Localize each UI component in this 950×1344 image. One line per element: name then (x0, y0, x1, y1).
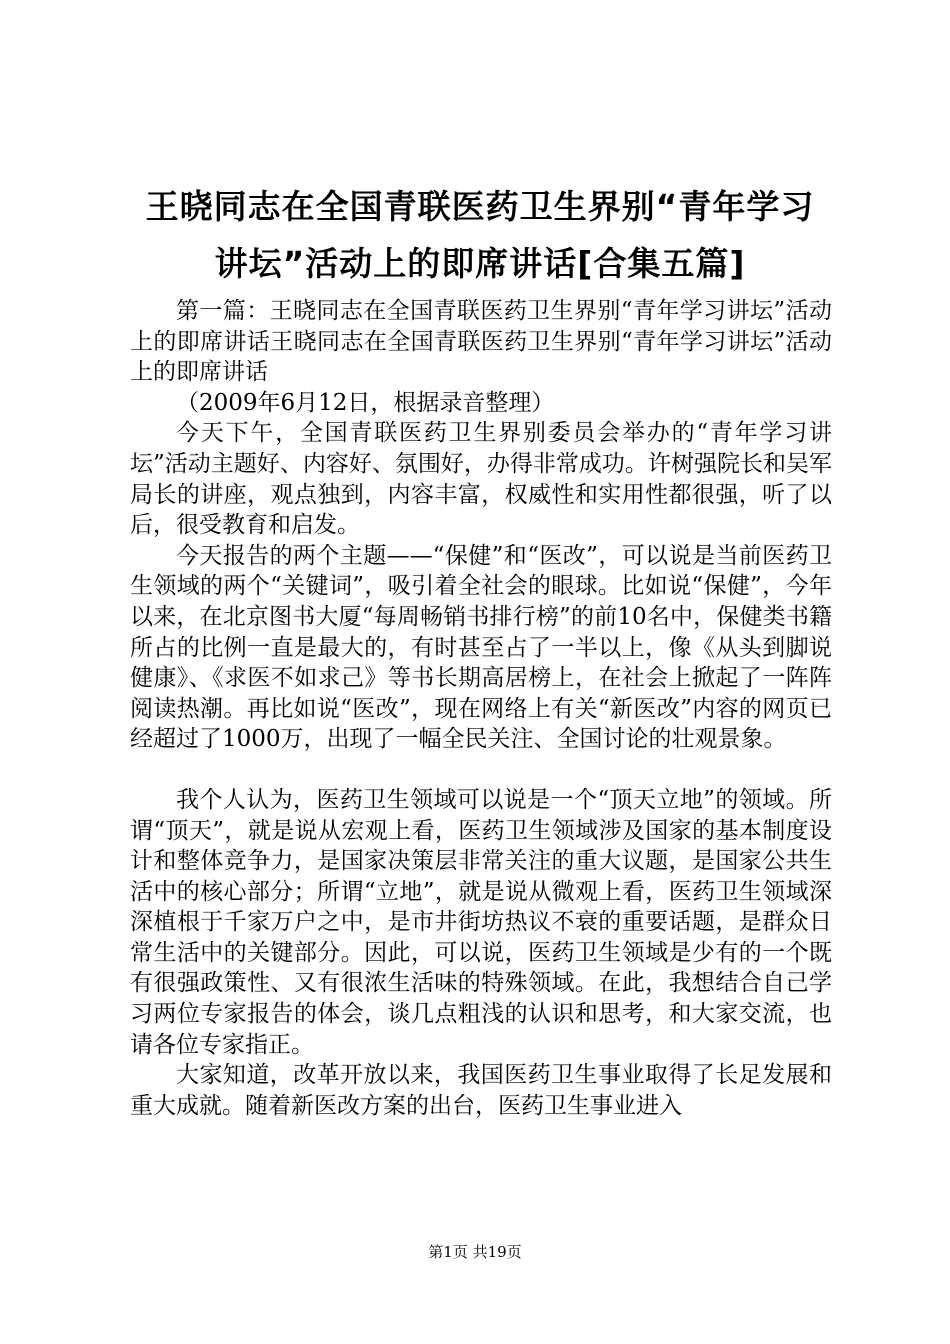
title-line-1: 王晓同志在全国青联医药卫生界别“青年学习 (145, 187, 815, 226)
document-body (130, 296, 832, 1121)
page-number: 第1页 共19页 (428, 1243, 522, 1261)
page-footer (0, 1242, 950, 1262)
paragraph-3: 今天下午，全国青联医药卫生界别委员会举办的“青年学习讲坛”活动主题好、内容好、氛围好，办得非常成功。许树强院长和吴军局长的讲座，观点独到，内容丰富，权威性和实用性都很强，听了以后，很受教育和启发。 (130, 420, 832, 539)
paragraph-5: 我个人认为，医药卫生领域可以说是一个“顶天立地”的领域。所谓“顶天”，就是说从宏观上看，医药卫生领域涉及国家的基本制度设计和整体竞争力，是国家决策层非常关注的重大议题，是国家公共生活中的核心部分；所谓“立地”，就是说从微观上看，医药卫生领域深深植根于千家万户之中，是市井街坊热议不衰的重要话题，是群众日常生活中的关键部分。因此，可以说，医药卫生领域是少有的一个既有很强政策性、又有很浓生活味的特殊领域。在此，我想结合自己学习两位专家报告的体会，谈几点粗浅的认识和思考，和大家交流，也请各位专家指正。 (130, 786, 832, 1058)
paragraph-2: （2009年6月12日，根据录音整理） (176, 389, 555, 416)
paragraph-1: 第一篇：王晓同志在全国青联医药卫生界别“青年学习讲坛”活动上的即席讲话王晓同志在全国青联医药卫生界别“青年学习讲坛”活动上的即席讲话 (130, 298, 832, 386)
paragraph-4: 今天报告的两个主题——“保健”和“医改”，可以说是当前医药卫生领域的两个“关键词”，吸引着全社会的眼球。比如说“保健”，今年以来，在北京图书大厦“每周畅销书排行榜”的前10名中，保健类书籍所占的比例一直是最大的，有时甚至占了一半以上，像《从头到脚说健康》、《求医不如求己》等书长期高居榜上，在社会上掀起了一阵阵阅读热潮。再比如说“医改”，现在网络上有关“新医改”内容的网页已经超过了1000万，出现了一幅全民关注、全国讨论的壮观景象。 (130, 542, 832, 753)
title-line-2: 讲坛”活动上的即席讲话[合集五篇] (214, 244, 746, 283)
paragraph-6: 大家知道，改革开放以来，我国医药卫生事业取得了长足发展和重大成就。随着新医改方案的出台，医药卫生事业进入 (130, 1062, 832, 1119)
document-title (120, 178, 840, 292)
